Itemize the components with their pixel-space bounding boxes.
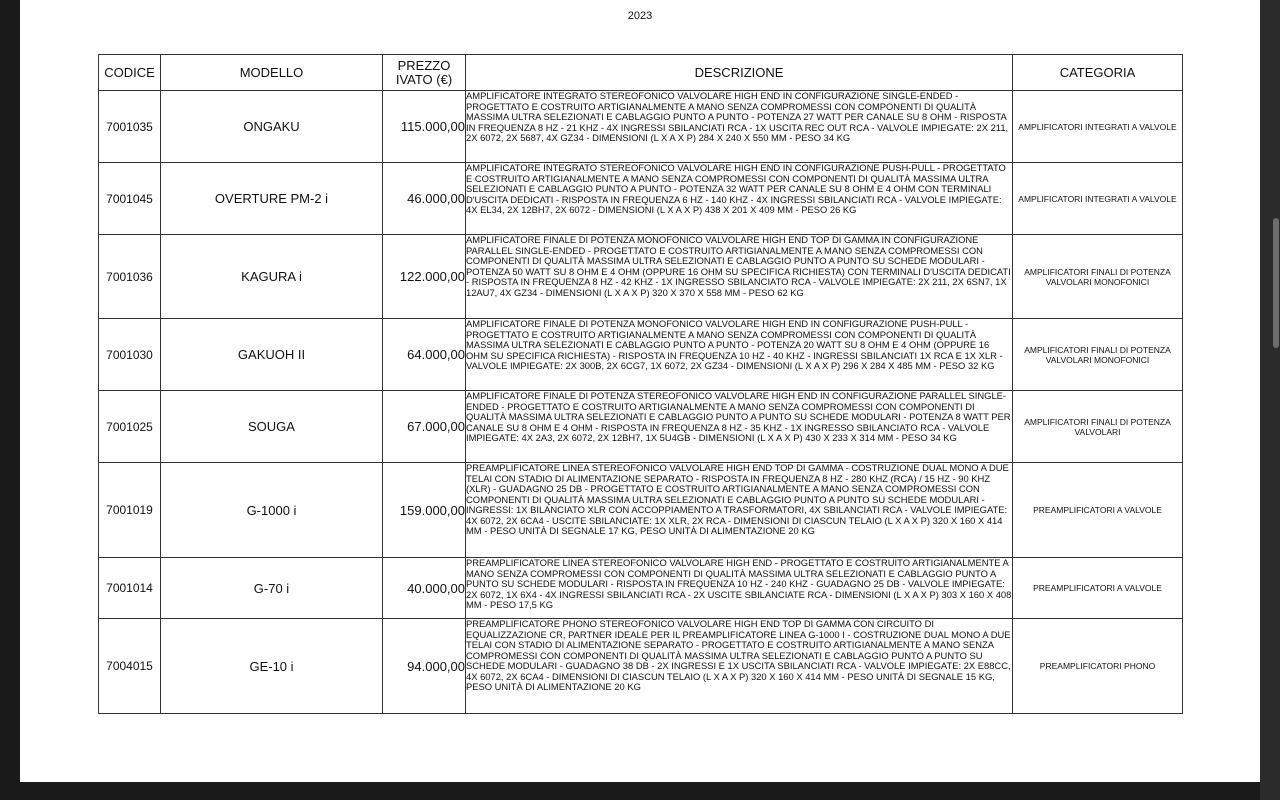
cell-model: G-1000 i (161, 463, 383, 558)
cell-code: 7001019 (99, 463, 161, 558)
cell-code: 7001014 (99, 558, 161, 619)
cell-description: AMPLIFICATORE FINALE DI POTENZA STEREOFONICO VALVOLARE HIGH END IN CONFIGURAZIONE PARALLEL SINGLE-ENDED - PROGETTATO E COSTRUITO ARTIGIANALMENTE A MANO SENZA COMPROMESSI CON COMPONENTI DI QUALITÀ MASSIMA ULTRA SELEZIONATI E CABLAGGIO PUNTO A PUNTO SU SCHEDE MODULARI - POTENZA 8 WATT PER CANALE SU 8 OHM E 4 OHM - RISPOSTA IN FREQUENZA 8 HZ - 35 KHZ - 1X INGRESSO SBILANCIATO RCA - VALVOLE IMPIEGATE: 4X 2A3, 2X 6072, 2X 12BH7, 1X 5U4GB - DIMENSIONI (L X A X P) 430 X 233 X 314 MM - PESO 34 KG (466, 391, 1013, 463)
table-row (99, 463, 1183, 558)
document-year: 2023 (627, 10, 653, 22)
cell-model: KAGURA i (161, 235, 383, 319)
cell-description: AMPLIFICATORE FINALE DI POTENZA MONOFONICO VALVOLARE HIGH END IN CONFIGURAZIONE PUSH-PULL - PROGETTATO E COSTRUITO ARTIGIANALMENTE A MANO SENZA COMPROMESSI CON COMPONENTI DI QUALITÀ MASSIMA ULTRA SELEZIONATI E CABLAGGIO PUNTO A PUNTO - POTENZA 20 WATT SU 8 OHM E 4 OHM (OPPURE 16 OHM SU SPECIFICA RICHIESTA) - RISPOSTA IN FREQUENZA 10 HZ - 40 KHZ - INGRESSI SBILANCIATI 1X RCA E 1X XLR - VALVOLE IMPIEGATE: 2X 300B, 2X 6CG7, 1X 6072, 2X GZ34 - DIMENSIONI (L X A X P) 296 X 284 X 485 MM - PESO 32 KG (466, 319, 1013, 391)
cell-code: 7001035 (99, 91, 161, 163)
cell-category: AMPLIFICATORI INTEGRATI A VALVOLE (1013, 163, 1183, 235)
table-header-row (99, 55, 1183, 91)
scrollbar-thumb[interactable] (1273, 218, 1279, 348)
cell-description: PREAMPLIFICATORE LINEA STEREOFONICO VALVOLARE HIGH END - PROGETTATO E COSTRUITO ARTIGIANALMENTE A MANO SENZA COMPROMESSI CON COMPONENTI DI QUALITÀ MASSIMA ULTRA SELEZIONATI E CABLAGGIO PUNTO A PUNTO SU SCHEDE MODULARI - RISPOSTA IN FREQUENZA 10 HZ - 240 KHZ - GUADAGNO 25 DB - VALVOLE IMPIEGATE: 2X 6072, 1X 6X4 - 4X INGRESSI SBILANCIATI RCA - 2X USCITE SBILANCIATE RCA - DIMENSIONI (L X A X P) 303 X 160 X 408 MM - PESO 17,5 KG (466, 558, 1013, 619)
table-row (99, 163, 1183, 235)
cell-price: 115.000,00 (383, 91, 466, 163)
cell-price: 94.000,00 (383, 619, 466, 714)
cell-model: ONGAKU (161, 91, 383, 163)
cell-description: PREAMPLIFICATORE PHONO STEREOFONICO VALVOLARE HIGH END TOP DI GAMMA CON CIRCUITO DI EQUALIZZAZIONE CR, PARTNER IDEALE PER IL PREAMPLIFICATORE LINEA G-1000 I - COSTRUZIONE DUAL MONO A DUE TELAI CON STADIO DI ALIMENTAZIONE SEPARATO - PROGETTATO E COSTRUITO ARTIGIANALMENTE A MANO SENZA COMPROMESSI CON COMPONENTI DI QUALITÀ MASSIMA ULTRA SELEZIONATI E CABLAGGIO PUNTO A PUNTO SU SCHEDE MODULARI - GUADAGNO 38 DB - 2X INGRESSI E 1X USCITA SBILANCIATI RCA - VALVOLE IMPIEGATE: 2X E88CC, 4X 6072, 2X 6CA4 - DIMENSIONI DI CIASCUN TELAIO (L X A X P) 320 X 160 X 414 MM - PESO UNITÀ DI SEGNALE 15 KG, PESO UNITÀ DI ALIMENTAZIONE 20 KG (466, 619, 1013, 714)
table-row (99, 619, 1183, 714)
cell-category: AMPLIFICATORI FINALI DI POTENZA VALVOLARI (1013, 391, 1183, 463)
header-model: MODELLO (161, 55, 383, 91)
table-row (99, 319, 1183, 391)
cell-price: 46.000,00 (383, 163, 466, 235)
table-row (99, 391, 1183, 463)
cell-code: 7004015 (99, 619, 161, 714)
table-row (99, 91, 1183, 163)
cell-code: 7001025 (99, 391, 161, 463)
header-category: CATEGORIA (1013, 55, 1183, 91)
cell-category: AMPLIFICATORI FINALI DI POTENZA VALVOLARI MONOFONICI (1013, 319, 1183, 391)
cell-model: GE-10 i (161, 619, 383, 714)
cell-model: SOUGA (161, 391, 383, 463)
cell-description: AMPLIFICATORE INTEGRATO STEREOFONICO VALVOLARE HIGH END IN CONFIGURAZIONE PUSH-PULL - PROGETTATO E COSTRUITO ARTIGIANALMENTE A MANO SENZA COMPROMESSI CON COMPONENTI DI QUALITÀ MASSIMA ULTRA SELEZIONATI E CABLAGGIO PUNTO A PUNTO - POTENZA 32 WATT PER CANALE SU 8 OHM E 4 OHM CON TERMINALI D'USCITA DEDICATI - RISPOSTA IN FREQUENZA 6 HZ - 140 KHZ - 4X INGRESSI SBILANCIATI RCA - VALVOLE IMPIEGATE: 4X EL34, 2X 12BH7, 2X 6072 - DIMENSIONI (L X A X P) 438 X 201 X 409 MM - PESO 26 KG (466, 163, 1013, 235)
header-price-line1: PREZZO (397, 57, 451, 73)
header-description: DESCRIZIONE (466, 55, 1013, 91)
cell-price: 159.000,00 (383, 463, 466, 558)
cell-code: 7001045 (99, 163, 161, 235)
cell-category: AMPLIFICATORI FINALI DI POTENZA VALVOLARI MONOFONICI (1013, 235, 1183, 319)
cell-price: 64.000,00 (383, 319, 466, 391)
cell-code: 7001030 (99, 319, 161, 391)
cell-description: AMPLIFICATORE FINALE DI POTENZA MONOFONICO VALVOLARE HIGH END TOP DI GAMMA IN CONFIGURAZIONE PARALLEL SINGLE-ENDED - PROGETTATO E COSTRUITO ARTIGIANALMENTE A MANO SENZA COMPROMESSI CON COMPONENTI DI QUALITÀ MASSIMA ULTRA SELEZIONATI E CABLAGGIO PUNTO A PUNTO SU SCHEDE MODULARI - POTENZA 50 WATT SU 8 OHM E 4 OHM (OPPURE 16 OHM SU SPECIFICA RICHIESTA) CON TERMINALI D'USCITA DEDICATI - RISPOSTA IN FREQUENZA 8 HZ - 42 KHZ - 1X INGRESSO SBILANCIATO RCA - VALVOLE IMPIEGATE: 2X 211, 2X 6SN7, 1X 12AU7, 4X GZ34 - DIMENSIONI (L X A X P) 320 X 370 X 558 MM - PESO 62 KG (466, 235, 1013, 319)
cell-description: PREAMPLIFICATORE LINEA STEREOFONICO VALVOLARE HIGH END TOP DI GAMMA - COSTRUZIONE DUAL MONO A DUE TELAI CON STADIO DI ALIMENTAZIONE SEPARATO - RISPOSTA IN FREQUENZA 8 HZ - 280 KHZ (RCA) / 15 HZ - 90 KHZ (XLR) - GUADAGNO 25 DB - PROGETTATO E COSTRUITO ARTIGIANALMENTE A MANO SENZA COMPROMESSI CON COMPONENTI DI QUALITÀ MASSIMA ULTRA SELEZIONATI E CABLAGGIO PUNTO A PUNTO SU SCHEDE MODULARI - INGRESSI: 1X BILANCIATO XLR CON ACCOPPIAMENTO A TRASFORMATORI, 4X SBILANCIATI RCA - VALVOLE IMPIEGATE: 4X 6072, 2X 6CA4 - USCITE SBILANCIATE: 1X XLR, 2X RCA - DIMENSIONI DI CIASCUN TELAIO (L X A X P) 320 X 160 X 414 MM - PESO UNITÀ DI SEGNALE 17 KG, PESO UNITÀ DI ALIMENTAZIONE 20 KG (466, 463, 1013, 558)
cell-category: AMPLIFICATORI INTEGRATI A VALVOLE (1013, 91, 1183, 163)
cell-category: PREAMPLIFICATORI A VALVOLE (1013, 463, 1183, 558)
cell-price: 40.000,00 (383, 558, 466, 619)
cell-category: PREAMPLIFICATORI A VALVOLE (1013, 558, 1183, 619)
cell-category: PREAMPLIFICATORI PHONO (1013, 619, 1183, 714)
header-code: CODICE (99, 55, 161, 91)
cell-model: OVERTURE PM-2 i (161, 163, 383, 235)
header-price (383, 55, 466, 91)
cell-price: 67.000,00 (383, 391, 466, 463)
cell-model: GAKUOH II (161, 319, 383, 391)
cell-model: G-70 i (161, 558, 383, 619)
table-row (99, 235, 1183, 319)
price-list-table (98, 54, 1183, 714)
table-row (99, 558, 1183, 619)
viewer-edge (1260, 0, 1280, 800)
cell-price: 122.000,00 (383, 235, 466, 319)
header-price-line2: IVATO (€) (395, 71, 453, 87)
cell-description: AMPLIFICATORE INTEGRATO STEREOFONICO VALVOLARE HIGH END IN CONFIGURAZIONE SINGLE-ENDED - PROGETTATO E COSTRUITO ARTIGIANALMENTE A MANO SENZA COMPROMESSI CON COMPONENTI DI QUALITÀ MASSIMA ULTRA SELEZIONATI E CABLAGGIO PUNTO A PUNTO - POTENZA 27 WATT PER CANALE SU 8 OHM - RISPOSTA IN FREQUENZA 8 HZ - 21 KHZ - 4X INGRESSI SBILANCIATI RCA - 1X USCITA REC OUT RCA - VALVOLE IMPIEGATE: 2X 211, 2X 6072, 2X 5687, 4X GZ34 - DIMENSIONI (L X A X P) 284 X 240 X 550 MM - PESO 34 KG (466, 91, 1013, 163)
cell-code: 7001036 (99, 235, 161, 319)
